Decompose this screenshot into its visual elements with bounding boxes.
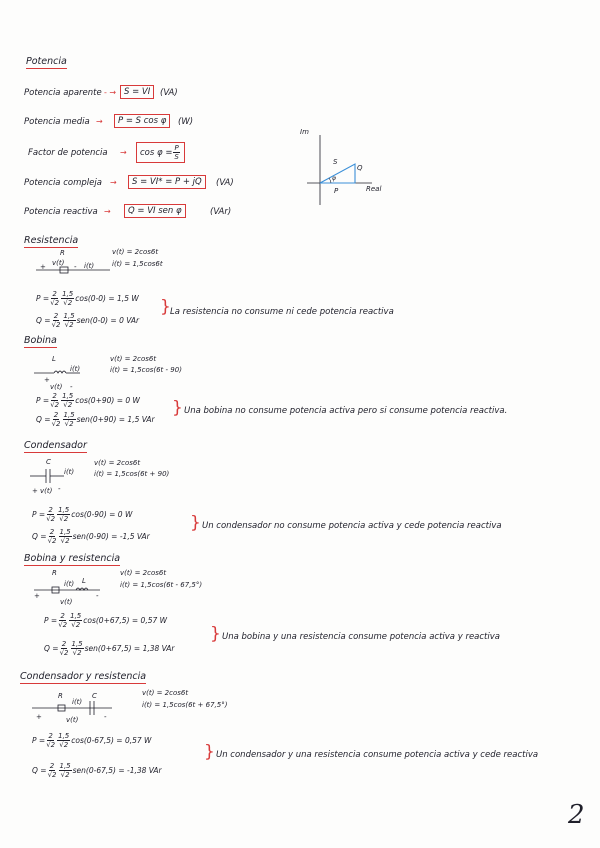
def-formula-apparent: S = VI — [120, 85, 154, 99]
pf-den: S — [174, 153, 179, 161]
eq-v: v(t) = 2cos6t — [112, 248, 159, 256]
minus-sign: - — [96, 592, 99, 600]
p-equation: P = $\frac{2}{√2}$ $\frac{1,5}{√2}$ cos(0-0) = 1,5 W — [36, 290, 139, 307]
def-label-apparent: Potencia aparente — [24, 88, 102, 98]
current-label: i(t) — [70, 365, 81, 373]
plus-sign: + — [34, 592, 40, 600]
note: Una bobina y una resistencia consume potencia activa y reactiva — [222, 632, 500, 642]
def-formula-pf — [136, 142, 185, 163]
eq-v: v(t) = 2cos6t — [120, 569, 167, 577]
brace-icon: } — [160, 297, 171, 317]
triangle-phi-label: φ — [332, 175, 336, 182]
p-equation: P = $\frac{2}{√2}$ $\frac{1,5}{√2}$ cos(0+67,5) = 0,57 W — [44, 612, 168, 629]
comp2-label: C — [92, 692, 97, 700]
note: La resistencia no consume ni cede potencia reactiva — [170, 307, 394, 317]
brace-icon: } — [210, 624, 221, 644]
real-axis-label: Real — [366, 185, 382, 193]
def-formula-reactive: Q = VI sen φ — [124, 204, 186, 218]
triangle-s-label: S — [333, 158, 338, 166]
eq-i: i(t) = 1,5cos(6t - 67,5°) — [120, 581, 203, 589]
minus-sign: - — [104, 713, 107, 721]
plus-sign: + — [32, 487, 38, 495]
plus-sign: + — [36, 713, 42, 721]
triangle-q-label: Q — [357, 164, 363, 172]
def-formula-complex: S = VI* = P + jQ — [128, 175, 206, 189]
section-title-resistencia: Resistencia — [24, 235, 79, 246]
pf-num: P — [174, 144, 179, 152]
q-equation: Q = $\frac{2}{√2}$ $\frac{1,5}{√2}$ sen(0-67,5) = -1,38 VAr — [32, 762, 162, 779]
def-label-reactive: Potencia reactiva — [24, 207, 98, 217]
voltage-label: v(t) — [66, 716, 79, 724]
arrow-icon: → — [96, 117, 103, 126]
def-unit-reactive: (VAr) — [210, 207, 232, 217]
power-triangle — [320, 164, 355, 183]
comp-label: C — [46, 458, 51, 466]
comp-label: R — [58, 692, 63, 700]
arrow-icon: → — [120, 148, 127, 157]
eq-v: v(t) = 2cos6t — [94, 459, 141, 467]
current-label: i(t) — [64, 580, 75, 588]
eq-i: i(t) = 1,5cos(6t - 90) — [110, 366, 182, 374]
comp-label: R — [60, 249, 65, 257]
eq-i: i(t) = 1,5cos(6t + 67,5°) — [142, 701, 228, 709]
current-label: i(t) — [84, 262, 95, 270]
eq-v: v(t) = 2cos6t — [110, 355, 157, 363]
voltage-label: v(t) — [50, 383, 63, 391]
current-label: i(t) — [64, 468, 75, 476]
pf-lhs: cos φ = — [140, 147, 173, 158]
voltage-label: v(t) — [60, 598, 73, 606]
p-equation: P = $\frac{2}{√2}$ $\frac{1,5}{√2}$ cos(0-67,5) = 0,57 W — [32, 732, 152, 749]
minus-sign: - — [70, 383, 73, 391]
def-label-pf: Factor de potencia — [28, 148, 108, 158]
section-title-condensador: Condensador — [24, 440, 87, 451]
q-equation: Q = $\frac{2}{√2}$ $\frac{1,5}{√2}$ sen(0+90) = 1,5 VAr — [36, 411, 155, 428]
voltage-label: v(t) — [52, 259, 65, 267]
p-equation: P = $\frac{2}{√2}$ $\frac{1,5}{√2}$ cos(0-90) = 0 W — [32, 506, 133, 523]
section-title-bobina-resistencia: Bobina y resistencia — [24, 553, 121, 564]
eq-v: v(t) = 2cos6t — [142, 689, 189, 697]
def-label-mean: Potencia media — [24, 117, 90, 127]
comp-label: R — [52, 569, 57, 577]
triangle-p-label: P — [334, 187, 339, 195]
def-unit-complex: (VA) — [216, 178, 234, 188]
page-number: 2 — [568, 800, 585, 830]
im-axis-label: Im — [300, 128, 309, 136]
brace-icon: } — [204, 742, 215, 762]
def-formula-mean: P = S cos φ — [114, 114, 170, 128]
note: Un condensador y una resistencia consume potencia activa y cede reactiva — [216, 750, 539, 760]
brace-icon: } — [172, 398, 183, 418]
p-equation: P = $\frac{2}{√2}$ $\frac{1,5}{√2}$ cos(0+90) = 0 W — [36, 392, 140, 409]
minus-sign: - — [74, 263, 77, 271]
section-title-condensador-resistencia: Condensador y resistencia — [20, 671, 147, 682]
note: Una bobina no consume potencia activa pero si consume potencia reactiva. — [184, 406, 508, 416]
page-title: Potencia — [26, 56, 67, 67]
arrow-icon: → — [110, 178, 117, 187]
current-label: i(t) — [72, 698, 83, 706]
note: Un condensador no consume potencia activa y cede potencia reactiva — [202, 521, 502, 531]
minus-sign: - — [58, 485, 61, 493]
comp-label: L — [52, 355, 56, 363]
plus-sign: + — [40, 263, 46, 271]
section-title-bobina: Bobina — [24, 335, 57, 346]
def-unit-mean: (W) — [178, 117, 194, 127]
comp2-label: L — [82, 577, 86, 585]
arrow-icon: - → — [104, 88, 117, 97]
q-equation: Q = $\frac{2}{√2}$ $\frac{1,5}{√2}$ sen(0-0) = 0 VAr — [36, 312, 140, 329]
plus-sign: + — [44, 376, 50, 384]
angle-arc — [329, 178, 331, 183]
q-equation: Q = $\frac{2}{√2}$ $\frac{1,5}{√2}$ sen(0-90) = -1,5 VAr — [32, 528, 150, 545]
def-unit-apparent: (VA) — [160, 88, 178, 98]
brace-icon: } — [190, 513, 201, 533]
q-equation: Q = $\frac{2}{√2}$ $\frac{1,5}{√2}$ sen(0+67,5) = 1,38 VAr — [44, 640, 175, 657]
arrow-icon: → — [104, 207, 111, 216]
voltage-label: v(t) — [40, 487, 53, 495]
eq-i: i(t) = 1,5cos6t — [112, 260, 163, 268]
def-label-complex: Potencia compleja — [24, 178, 102, 188]
eq-i: i(t) = 1,5cos(6t + 90) — [94, 470, 170, 478]
